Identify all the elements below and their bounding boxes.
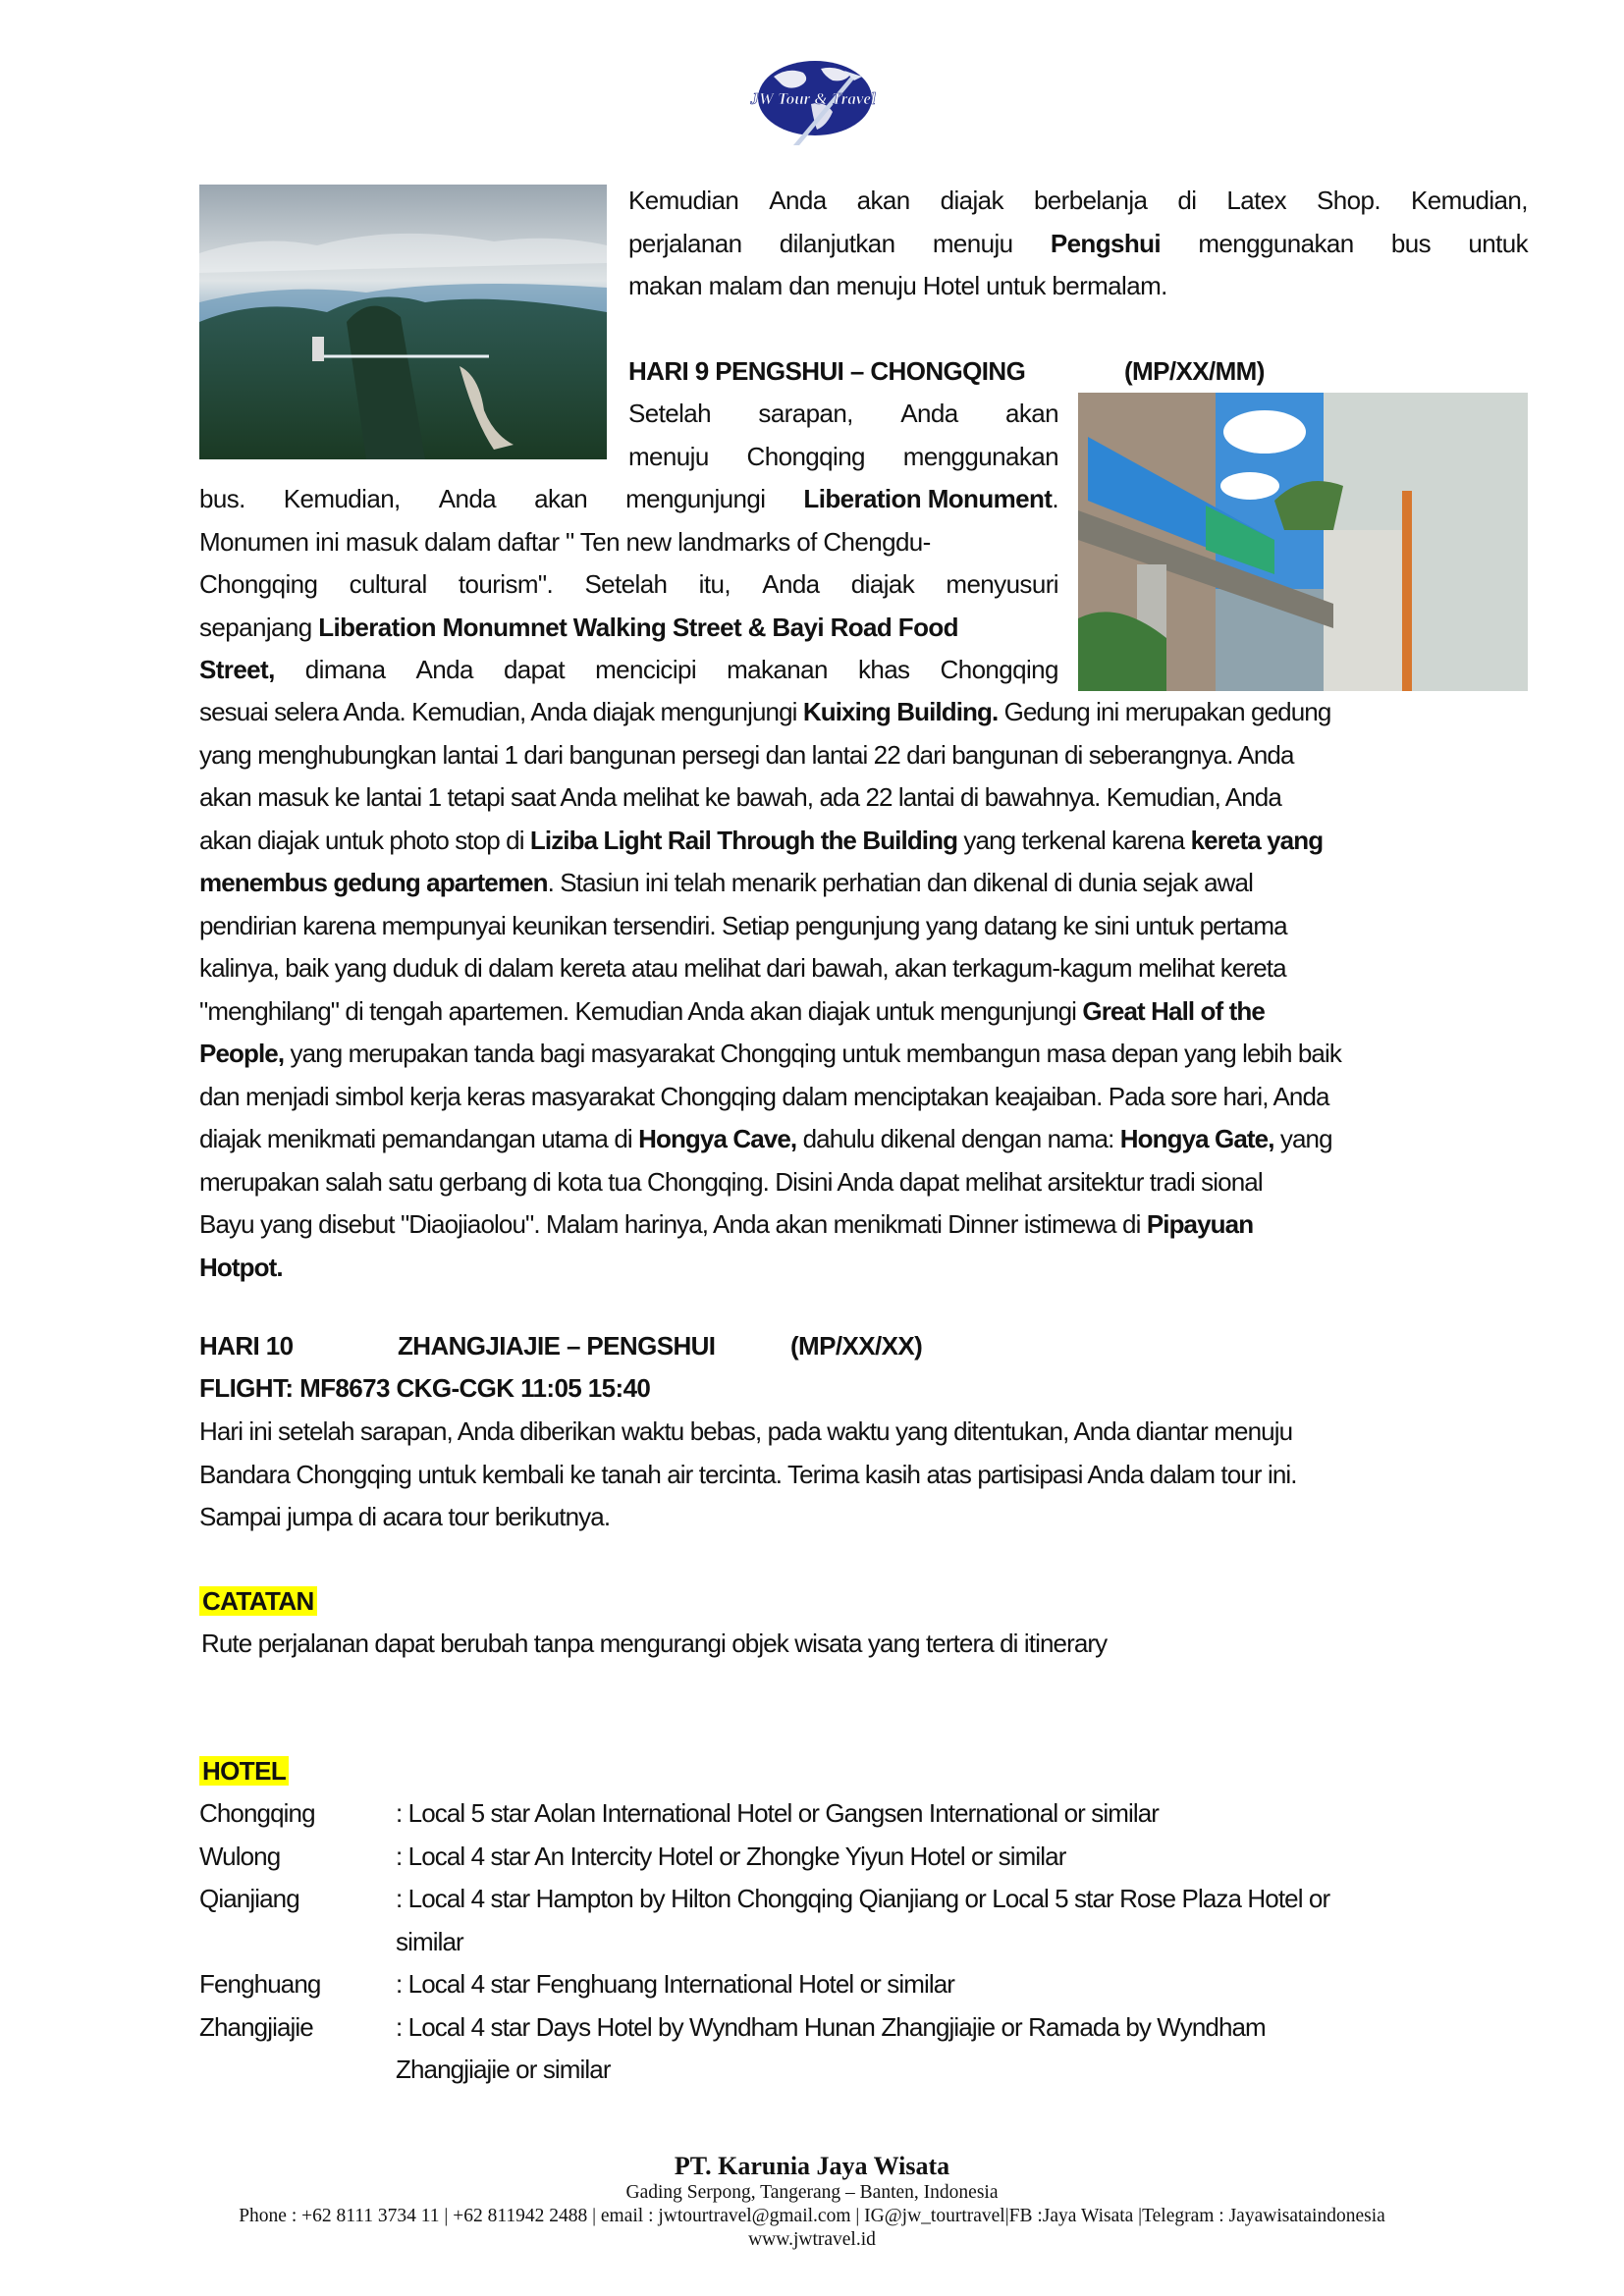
word: untuk xyxy=(1468,228,1528,258)
word: Shop. xyxy=(1317,186,1380,215)
place-liziba-light-rail: Liziba Light Rail Through the Building xyxy=(529,825,958,855)
hotel-desc: : Local 4 star Days Hotel by Wyndham Hunan Zhangjiajie or Ramada by Wyndham xyxy=(396,2011,1266,2042)
word: Setelah xyxy=(584,569,668,599)
bold-phrase: menembus gedung apartemen xyxy=(199,868,548,897)
text: akan diajak untuk photo stop di xyxy=(199,825,530,855)
hotel-desc: : Local 4 star Fenghuang International Hotel or similar xyxy=(396,1969,955,1999)
word: Anda xyxy=(769,186,827,215)
day9-line-1 xyxy=(628,393,1058,436)
text: yang xyxy=(1273,1124,1332,1153)
intro-line-1 xyxy=(628,180,1528,223)
logo-text: JW Tour & Travel xyxy=(750,89,876,108)
word: menggunakan xyxy=(1198,228,1354,258)
word: Chongqing xyxy=(940,655,1058,684)
notes-text: Rute perjalanan dapat berubah tanpa mengurangi objek wisata yang tertera di itinerary xyxy=(201,1629,1108,1658)
word: Anda xyxy=(438,484,497,513)
word: Anda xyxy=(415,655,473,684)
text: diajak menikmati pemandangan utama di xyxy=(199,1124,639,1153)
word: perjalanan xyxy=(628,228,742,258)
day9-line-18 xyxy=(199,1118,1528,1161)
hotel-city: Wulong xyxy=(199,1841,281,1871)
word: sarapan, xyxy=(758,399,853,428)
word: menyusuri xyxy=(946,569,1058,599)
page-footer xyxy=(0,2152,1624,2252)
notes-heading-label: CATATAN xyxy=(199,1586,317,1616)
word: menuju xyxy=(628,441,709,471)
day9-line-7 xyxy=(199,649,1058,692)
hotel-row xyxy=(199,1792,1574,1836)
day10-line-1: Hari ini setelah sarapan, Anda diberikan waktu bebas, pada waktu yang ditentukan, Anda diantar menuju xyxy=(199,1416,1293,1446)
hotel-row-continued xyxy=(199,1921,1574,1964)
text: yang merupakan tanda bagi masyarakat Chongqing untuk membangun masa depan yang lebih baik xyxy=(284,1039,1341,1068)
day9-line-8 xyxy=(199,691,1528,734)
word: tourism". xyxy=(458,569,554,599)
word: Latex xyxy=(1226,186,1287,215)
day10-flight: FLIGHT: MF8673 CKG-CGK 11:05 15:40 xyxy=(199,1373,651,1403)
place-pipayuan: Pipayuan xyxy=(1146,1209,1254,1239)
hotel-heading xyxy=(199,1750,289,1793)
text: sesuai selera Anda. Kemudian, Anda diajak mengunjungi xyxy=(199,697,803,726)
place-hongya-cave: Hongya Cave, xyxy=(638,1124,797,1153)
word: makanan xyxy=(727,655,828,684)
day9-line-14: kalinya, baik yang duduk di dalam kereta atau melihat dari bawah, akan terkagum-kagum melihat kereta xyxy=(199,953,1286,983)
day9-line-2 xyxy=(628,436,1058,479)
word: di xyxy=(1177,186,1197,215)
text: "menghilang" di tengah apartemen. Kemudian Anda akan diajak untuk mengunjungi xyxy=(199,995,1083,1026)
word: diajak xyxy=(850,569,915,599)
day10-day: HARI 10 xyxy=(199,1331,294,1361)
word: dilanjutkan xyxy=(779,228,895,258)
word: Setelah xyxy=(628,399,711,428)
day9-line-17: dan menjadi simbol kerja keras masyarakat Chongqing dalam menciptakan keajaiban. Pada sore hari, Anda xyxy=(199,1081,1329,1111)
hotel-desc: : Local 5 star Aolan International Hotel or Gangsen International or similar xyxy=(396,1798,1160,1828)
word: Chongqing xyxy=(746,441,865,471)
bold-phrase: kereta yang xyxy=(1190,825,1324,855)
place-hotpot: Hotpot. xyxy=(199,1252,283,1282)
day9-line-20 xyxy=(199,1203,1528,1247)
day9-line-21 xyxy=(199,1247,1528,1290)
word: Anda xyxy=(762,569,820,599)
day9-line-13: pendirian karena mempunyai keunikan tersendiri. Setiap pengunjung yang datang ke sini untuk pertama xyxy=(199,910,1287,940)
hotel-city: Zhangjiajie xyxy=(199,2011,313,2042)
word: akan xyxy=(1005,399,1058,428)
day9-line-6 xyxy=(199,607,1058,650)
hotel-row xyxy=(199,1836,1574,1879)
hotel-city: Qianjiang xyxy=(199,1884,299,1913)
word: Kemudian xyxy=(628,186,739,215)
word: bus xyxy=(1390,228,1432,258)
word: dapat xyxy=(503,655,566,684)
day9-line-16 xyxy=(199,1033,1528,1076)
day10-line-2: Bandara Chongqing untuk kembali ke tanah air tercinta. Terima kasih atas partisipasi Anda dalam tour ini. xyxy=(199,1459,1297,1489)
place-hongya-gate: Hongya Gate, xyxy=(1119,1124,1274,1153)
glass-bridge-photo xyxy=(199,185,607,459)
word: menuju xyxy=(932,228,1013,258)
place-street: Street, xyxy=(199,655,275,684)
footer-website[interactable]: www.jwtravel.id xyxy=(748,2229,876,2250)
intro-line-2 xyxy=(628,223,1528,266)
text: Gedung ini merupakan gedung xyxy=(998,697,1331,726)
hotel-city: Fenghuang xyxy=(199,1969,321,1999)
text: dahulu dikenal dengan nama: xyxy=(796,1124,1120,1153)
hotel-desc: : Local 4 star An Intercity Hotel or Zhongke Yiyun Hotel or similar xyxy=(396,1841,1066,1871)
footer-company: PT. Karunia Jaya Wisata xyxy=(674,2152,950,2180)
day9-line-9: yang menghubungkan lantai 1 dari bangunan persegi dan lantai 22 dari bangunan di seberangnya. Anda xyxy=(199,739,1294,770)
word: akan xyxy=(534,484,588,513)
text: . Stasiun ini telah menarik perhatian dan dikenal di dunia sejak awal xyxy=(547,868,1253,897)
day9-meals: (MP/XX/MM) xyxy=(1124,356,1265,386)
text: sepanjang xyxy=(199,612,319,642)
word: menggunakan xyxy=(902,441,1058,471)
day10-route: ZHANGJIAJIE – PENGSHUI xyxy=(398,1331,716,1361)
day9-title: HARI 9 PENGSHUI – CHONGQING xyxy=(628,356,1026,386)
word: bus. xyxy=(199,484,245,513)
place-kuixing-building: Kuixing Building. xyxy=(802,697,999,726)
word: Anda xyxy=(900,399,958,428)
footer-address: Gading Serpong, Tangerang – Banten, Indonesia xyxy=(625,2182,999,2203)
notes-heading xyxy=(199,1580,317,1624)
hotel-desc-continued: Zhangjiajie or similar xyxy=(396,2055,611,2084)
place-great-hall: Great Hall of the xyxy=(1082,995,1265,1026)
hotel-desc-continued: similar xyxy=(396,1926,463,1956)
day9-line-10: akan masuk ke lantai 1 tetapi saat Anda melihat ke bawah, ada 22 lantai di bawahnya. Kemudian, Anda xyxy=(199,782,1281,812)
company-logo xyxy=(734,47,892,155)
punct: . xyxy=(1052,484,1058,513)
place-liberation-monument: Liberation Monument xyxy=(803,484,1053,513)
word: Kemudian, xyxy=(283,484,401,513)
word: mencicipi xyxy=(595,655,697,684)
hotel-row xyxy=(199,1963,1574,2006)
place-people: People, xyxy=(199,1039,285,1068)
day9-line-12 xyxy=(199,862,1528,905)
hotel-row xyxy=(199,1878,1574,1921)
place-pengshui: Pengshui xyxy=(1050,228,1162,258)
hotel-row-continued xyxy=(199,2049,1574,2092)
text: yang terkenal karena xyxy=(957,825,1191,855)
day9-line-5 xyxy=(199,563,1058,607)
day9-line-19: merupakan salah satu gerbang di kota tua Chongqing. Disini Anda dapat melihat arsitektur tradi sional xyxy=(199,1166,1263,1197)
word: khas xyxy=(857,655,910,684)
text: Bayu yang disebut "Diaojiaolou". Malam harinya, Anda akan menikmati Dinner istimewa di xyxy=(199,1209,1147,1239)
hotel-city: Chongqing xyxy=(199,1798,315,1828)
hotel-desc: : Local 4 star Hampton by Hilton Chongqing Qianjiang or Local 5 star Rose Plaza Hotel or xyxy=(396,1884,1330,1913)
liziba-light-rail-photo xyxy=(1078,393,1528,691)
word: berbelanja xyxy=(1033,186,1148,215)
word: dimana xyxy=(304,655,386,684)
day9-line-15 xyxy=(199,990,1528,1034)
hotel-row xyxy=(199,2006,1574,2050)
word: diajak xyxy=(940,186,1003,215)
word: Chongqing xyxy=(199,569,318,599)
day10-line-3: Sampai jumpa di acara tour berikutnya. xyxy=(199,1502,611,1531)
word: itu, xyxy=(698,569,731,599)
day10-meals: (MP/XX/XX) xyxy=(790,1331,923,1361)
word: akan xyxy=(856,186,910,215)
day9-line-4: Monumen ini masuk dalam daftar " Ten new landmarks of Chengdu- xyxy=(199,526,931,557)
intro-line-3: makan malam dan menuju Hotel untuk bermalam. xyxy=(628,271,1167,300)
word: cultural xyxy=(349,569,427,599)
globe-icon xyxy=(734,47,892,155)
word: mengunjungi xyxy=(625,484,766,513)
day9-line-11 xyxy=(199,820,1528,863)
day9-line-3 xyxy=(199,478,1058,521)
footer-contact: Phone : +62 8111 3734 11 | +62 811942 2488 | email : jwtourtravel@gmail.com | IG@jw_tourtravel|FB :Jaya Wisata |Telegram : Jayawisataindonesia xyxy=(239,2206,1385,2226)
place-walking-street: Liberation Monumnet Walking Street & Bayi Road Food xyxy=(318,612,958,642)
word: Kemudian, xyxy=(1410,186,1528,215)
hotel-heading-label: HOTEL xyxy=(199,1756,289,1786)
